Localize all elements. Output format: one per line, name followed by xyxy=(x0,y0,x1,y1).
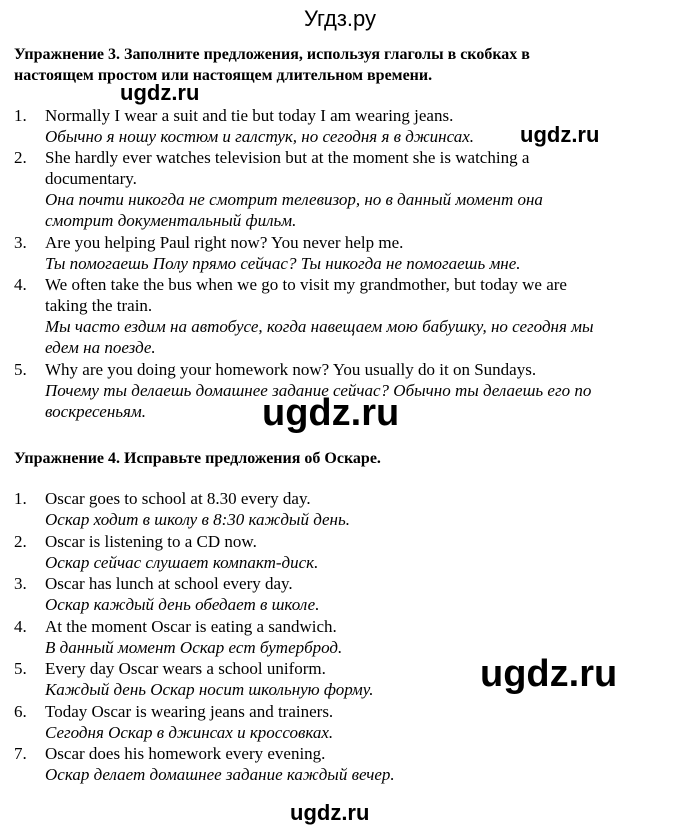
watermark: ugdz.ru xyxy=(520,122,600,147)
item-number: 2. xyxy=(14,148,27,167)
watermark: ugdz.ru xyxy=(290,800,370,825)
english-sentence: Why are you doing your homework now? You usually do it on Sundays. xyxy=(45,360,537,379)
english-sentence: Normally I wear a suit and tie but today I am wearing jeans. xyxy=(45,106,454,125)
watermark: ugdz.ru xyxy=(120,80,200,105)
russian-translation: Обычно я ношу костюм и галстук, но сегодня я в джинсах. xyxy=(45,127,474,146)
english-sentence: Oscar does his homework every evening. xyxy=(45,744,326,763)
item-number: 6. xyxy=(14,702,27,721)
item-number: 4. xyxy=(14,275,27,294)
russian-translation: едем на поезде. xyxy=(45,338,156,357)
exercise3-heading xyxy=(14,44,664,86)
item-number: 4. xyxy=(14,617,27,636)
russian-translation: Оскар делает домашнее задание каждый вечер. xyxy=(45,765,395,784)
english-sentence: Every day Oscar wears a school uniform. xyxy=(45,659,326,678)
watermark: ugdz.ru xyxy=(262,392,400,434)
russian-translation: воскресеньям. xyxy=(45,402,147,421)
english-sentence: Oscar is listening to a CD now. xyxy=(45,532,257,551)
english-sentence: Are you helping Paul right now? You never help me. xyxy=(45,233,404,252)
russian-translation: Ты помогаешь Полу прямо сейчас? Ты никогда не помогаешь мне. xyxy=(45,254,521,273)
english-sentence: taking the train. xyxy=(45,296,153,315)
item-number: 1. xyxy=(14,489,27,508)
russian-translation: В данный момент Оскар ест бутерброд. xyxy=(45,638,343,657)
english-sentence: Oscar goes to school at 8.30 every day. xyxy=(45,489,311,508)
exercise4-heading: Упражнение 4. Исправьте предложения об Оскаре. xyxy=(14,450,381,467)
russian-translation: Она почти никогда не смотрит телевизор, но в данный момент она xyxy=(45,190,543,209)
russian-translation: Оскар сейчас слушает компакт-диск. xyxy=(45,553,319,572)
english-sentence: Oscar has lunch at school every day. xyxy=(45,574,293,593)
russian-translation: Каждый день Оскар носит школьную форму. xyxy=(45,680,374,699)
item-number: 3. xyxy=(14,574,27,593)
english-sentence: She hardly ever watches television but at the moment she is watching a xyxy=(45,148,530,167)
russian-translation: Оскар ходит в школу в 8:30 каждый день. xyxy=(45,510,350,529)
russian-translation: Оскар каждый день обедает в школе. xyxy=(45,595,320,614)
exercise3-heading-line2: настоящем простом или настоящем длительном времени. xyxy=(14,67,433,84)
item-number: 3. xyxy=(14,233,27,252)
russian-translation: смотрит документальный фильм. xyxy=(45,211,297,230)
item-number: 5. xyxy=(14,360,27,379)
site-title: Угдз.ру xyxy=(303,6,377,31)
english-sentence: At the moment Oscar is eating a sandwich. xyxy=(45,617,337,636)
russian-translation: Сегодня Оскар в джинсах и кроссовках. xyxy=(45,723,334,742)
english-sentence: We often take the bus when we go to visit my grandmother, but today we are xyxy=(45,275,567,294)
russian-translation: Мы часто ездим на автобусе, когда навещаем мою бабушку, но сегодня мы xyxy=(45,317,594,336)
watermark: ugdz.ru xyxy=(480,653,618,695)
item-number: 7. xyxy=(14,744,27,763)
item-number: 5. xyxy=(14,659,27,678)
exercise3-heading-line1: Упражнение 3. Заполните предложения, используя глаголы в скобках в xyxy=(14,46,530,63)
russian-translation: Почему ты делаешь домашнее задание сейчас? Обычно ты делаешь его по xyxy=(45,381,592,400)
item-number: 1. xyxy=(14,106,27,125)
item-number: 2. xyxy=(14,532,27,551)
english-sentence: documentary. xyxy=(45,169,137,188)
english-sentence: Today Oscar is wearing jeans and trainers. xyxy=(45,702,334,721)
